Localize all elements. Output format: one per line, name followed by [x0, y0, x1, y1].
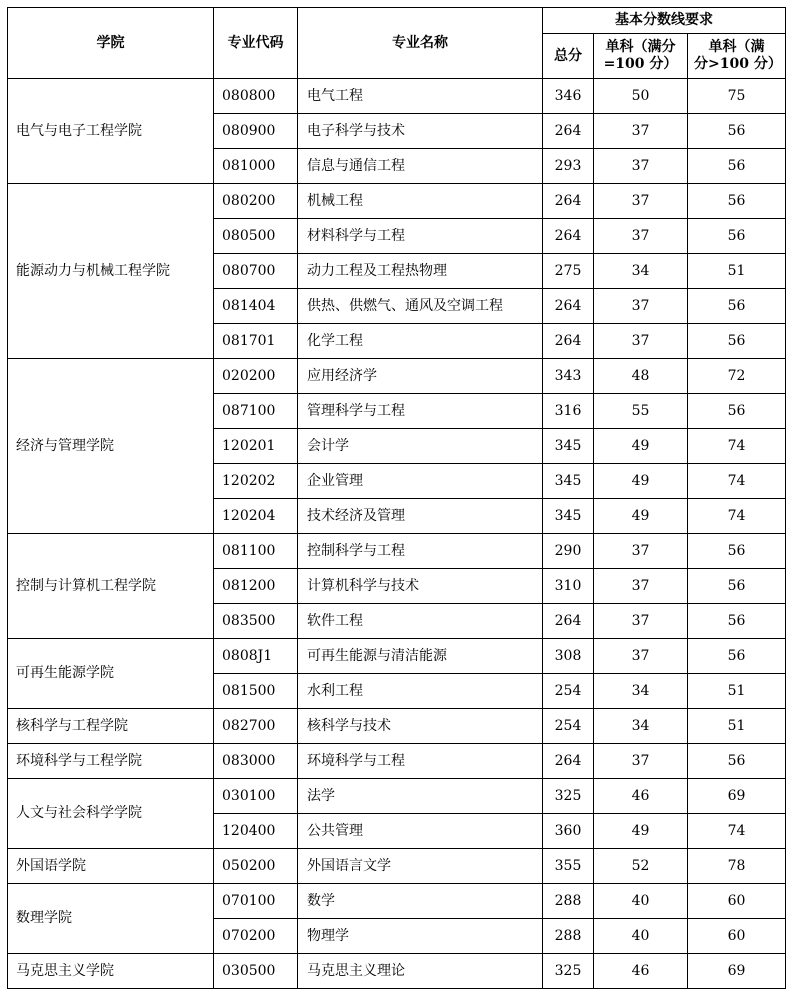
total-score-cell: 345 — [543, 429, 594, 464]
header-single-100-line2: =100 分） — [603, 56, 678, 72]
single-gt100-score-cell: 56 — [688, 149, 786, 184]
major-name-cell: 企业管理 — [298, 464, 543, 499]
total-score-cell: 275 — [543, 254, 594, 289]
header-name: 专业名称 — [298, 8, 543, 79]
single-gt100-score-cell: 78 — [688, 849, 786, 884]
major-code-cell: 082700 — [214, 709, 298, 744]
major-name-cell: 管理科学与工程 — [298, 394, 543, 429]
single-gt100-score-cell: 56 — [688, 569, 786, 604]
total-score-cell: 254 — [543, 674, 594, 709]
total-score-cell: 293 — [543, 149, 594, 184]
single-100-score-cell: 46 — [594, 954, 688, 989]
single-gt100-score-cell: 56 — [688, 114, 786, 149]
total-score-cell: 325 — [543, 779, 594, 814]
major-code-cell: 081500 — [214, 674, 298, 709]
total-score-cell: 345 — [543, 464, 594, 499]
header-requirement: 基本分数线要求 — [543, 8, 786, 34]
single-gt100-score-cell: 74 — [688, 499, 786, 534]
header-single-gt100 — [688, 34, 786, 79]
single-100-score-cell: 34 — [594, 674, 688, 709]
major-code-cell: 020200 — [214, 359, 298, 394]
total-score-cell: 288 — [543, 884, 594, 919]
total-score-cell: 360 — [543, 814, 594, 849]
total-score-cell: 355 — [543, 849, 594, 884]
single-100-score-cell: 46 — [594, 779, 688, 814]
single-100-score-cell: 34 — [594, 254, 688, 289]
major-code-cell: 080800 — [214, 79, 298, 114]
single-100-score-cell: 37 — [594, 639, 688, 674]
single-gt100-score-cell: 72 — [688, 359, 786, 394]
major-code-cell: 081100 — [214, 534, 298, 569]
major-name-cell: 计算机科学与技术 — [298, 569, 543, 604]
major-code-cell: 083500 — [214, 604, 298, 639]
major-code-cell: 120400 — [214, 814, 298, 849]
table-row — [8, 709, 786, 744]
total-score-cell: 346 — [543, 79, 594, 114]
major-code-cell: 080200 — [214, 184, 298, 219]
major-name-cell: 电气工程 — [298, 79, 543, 114]
total-score-cell: 264 — [543, 219, 594, 254]
header-single-gt100-line2: 分>100 分） — [694, 56, 782, 72]
major-name-cell: 公共管理 — [298, 814, 543, 849]
total-score-cell: 264 — [543, 324, 594, 359]
single-100-score-cell: 40 — [594, 884, 688, 919]
college-cell: 电气与电子工程学院 — [8, 79, 214, 184]
college-cell: 环境科学与工程学院 — [8, 744, 214, 779]
major-name-cell: 应用经济学 — [298, 359, 543, 394]
single-100-score-cell: 49 — [594, 429, 688, 464]
table-row — [8, 639, 786, 674]
single-100-score-cell: 55 — [594, 394, 688, 429]
table-row — [8, 849, 786, 884]
table-row — [8, 884, 786, 919]
single-100-score-cell: 40 — [594, 919, 688, 954]
single-100-score-cell: 37 — [594, 534, 688, 569]
single-100-score-cell: 37 — [594, 219, 688, 254]
single-gt100-score-cell: 74 — [688, 814, 786, 849]
total-score-cell: 288 — [543, 919, 594, 954]
single-100-score-cell: 50 — [594, 79, 688, 114]
total-score-cell: 308 — [543, 639, 594, 674]
major-code-cell: 0808J1 — [214, 639, 298, 674]
major-code-cell: 030100 — [214, 779, 298, 814]
major-name-cell: 软件工程 — [298, 604, 543, 639]
total-score-cell: 290 — [543, 534, 594, 569]
major-name-cell: 物理学 — [298, 919, 543, 954]
single-gt100-score-cell: 75 — [688, 79, 786, 114]
college-cell: 人文与社会科学学院 — [8, 779, 214, 849]
major-code-cell: 030500 — [214, 954, 298, 989]
major-name-cell: 动力工程及工程热物理 — [298, 254, 543, 289]
header-college: 学院 — [8, 8, 214, 79]
single-100-score-cell: 37 — [594, 744, 688, 779]
table-body — [8, 79, 786, 989]
header-code: 专业代码 — [214, 8, 298, 79]
college-cell: 核科学与工程学院 — [8, 709, 214, 744]
major-name-cell: 技术经济及管理 — [298, 499, 543, 534]
major-name-cell: 马克思主义理论 — [298, 954, 543, 989]
major-code-cell: 087100 — [214, 394, 298, 429]
major-code-cell: 050200 — [214, 849, 298, 884]
single-100-score-cell: 34 — [594, 709, 688, 744]
major-name-cell: 环境科学与工程 — [298, 744, 543, 779]
major-name-cell: 信息与通信工程 — [298, 149, 543, 184]
major-name-cell: 数学 — [298, 884, 543, 919]
major-name-cell: 可再生能源与清洁能源 — [298, 639, 543, 674]
major-name-cell: 法学 — [298, 779, 543, 814]
major-code-cell: 120204 — [214, 499, 298, 534]
single-100-score-cell: 37 — [594, 604, 688, 639]
table-row — [8, 744, 786, 779]
single-gt100-score-cell: 74 — [688, 429, 786, 464]
single-100-score-cell: 37 — [594, 184, 688, 219]
major-code-cell: 081404 — [214, 289, 298, 324]
table-row — [8, 954, 786, 989]
single-gt100-score-cell: 56 — [688, 219, 786, 254]
single-gt100-score-cell: 56 — [688, 639, 786, 674]
major-name-cell: 控制科学与工程 — [298, 534, 543, 569]
major-name-cell: 供热、供燃气、通风及空调工程 — [298, 289, 543, 324]
total-score-cell: 264 — [543, 744, 594, 779]
table-row — [8, 359, 786, 394]
college-cell: 数理学院 — [8, 884, 214, 954]
major-code-cell: 081200 — [214, 569, 298, 604]
single-gt100-score-cell: 56 — [688, 184, 786, 219]
single-gt100-score-cell: 56 — [688, 744, 786, 779]
college-cell: 可再生能源学院 — [8, 639, 214, 709]
total-score-cell: 264 — [543, 289, 594, 324]
header-row-1 — [8, 8, 786, 34]
total-score-cell: 316 — [543, 394, 594, 429]
single-100-score-cell: 48 — [594, 359, 688, 394]
single-gt100-score-cell: 60 — [688, 919, 786, 954]
total-score-cell: 310 — [543, 569, 594, 604]
college-cell: 外国语学院 — [8, 849, 214, 884]
major-code-cell: 120201 — [214, 429, 298, 464]
major-code-cell: 080500 — [214, 219, 298, 254]
total-score-cell: 254 — [543, 709, 594, 744]
single-gt100-score-cell: 60 — [688, 884, 786, 919]
header-single-100 — [594, 34, 688, 79]
single-gt100-score-cell: 74 — [688, 464, 786, 499]
single-gt100-score-cell: 51 — [688, 674, 786, 709]
single-100-score-cell: 49 — [594, 499, 688, 534]
college-cell: 能源动力与机械工程学院 — [8, 184, 214, 359]
single-gt100-score-cell: 56 — [688, 534, 786, 569]
table-row — [8, 534, 786, 569]
header-total: 总分 — [543, 34, 594, 79]
total-score-cell: 264 — [543, 184, 594, 219]
major-name-cell: 外国语言文学 — [298, 849, 543, 884]
single-gt100-score-cell: 69 — [688, 779, 786, 814]
college-cell: 马克思主义学院 — [8, 954, 214, 989]
major-name-cell: 材料科学与工程 — [298, 219, 543, 254]
table-row — [8, 779, 786, 814]
single-gt100-score-cell: 56 — [688, 324, 786, 359]
single-gt100-score-cell: 69 — [688, 954, 786, 989]
total-score-cell: 345 — [543, 499, 594, 534]
score-table — [7, 7, 786, 989]
header-single-gt100-line1: 单科（满 — [708, 39, 765, 55]
single-gt100-score-cell: 56 — [688, 604, 786, 639]
college-cell: 经济与管理学院 — [8, 359, 214, 534]
single-100-score-cell: 37 — [594, 569, 688, 604]
major-name-cell: 会计学 — [298, 429, 543, 464]
total-score-cell: 264 — [543, 604, 594, 639]
header-single-100-line1: 单科（满分 — [605, 39, 676, 55]
major-code-cell: 120202 — [214, 464, 298, 499]
college-cell: 控制与计算机工程学院 — [8, 534, 214, 639]
major-name-cell: 水利工程 — [298, 674, 543, 709]
total-score-cell: 264 — [543, 114, 594, 149]
single-100-score-cell: 52 — [594, 849, 688, 884]
single-gt100-score-cell: 56 — [688, 394, 786, 429]
major-name-cell: 核科学与技术 — [298, 709, 543, 744]
major-code-cell: 080700 — [214, 254, 298, 289]
total-score-cell: 325 — [543, 954, 594, 989]
major-name-cell: 化学工程 — [298, 324, 543, 359]
single-100-score-cell: 37 — [594, 114, 688, 149]
table-row — [8, 79, 786, 114]
single-100-score-cell: 37 — [594, 324, 688, 359]
single-100-score-cell: 37 — [594, 289, 688, 324]
major-code-cell: 083000 — [214, 744, 298, 779]
single-100-score-cell: 37 — [594, 149, 688, 184]
major-code-cell: 081000 — [214, 149, 298, 184]
single-gt100-score-cell: 51 — [688, 709, 786, 744]
total-score-cell: 343 — [543, 359, 594, 394]
single-gt100-score-cell: 56 — [688, 289, 786, 324]
single-100-score-cell: 49 — [594, 464, 688, 499]
major-code-cell: 070100 — [214, 884, 298, 919]
major-name-cell: 机械工程 — [298, 184, 543, 219]
single-100-score-cell: 49 — [594, 814, 688, 849]
major-name-cell: 电子科学与技术 — [298, 114, 543, 149]
single-gt100-score-cell: 51 — [688, 254, 786, 289]
major-code-cell: 081701 — [214, 324, 298, 359]
major-code-cell: 070200 — [214, 919, 298, 954]
major-code-cell: 080900 — [214, 114, 298, 149]
table-row — [8, 184, 786, 219]
